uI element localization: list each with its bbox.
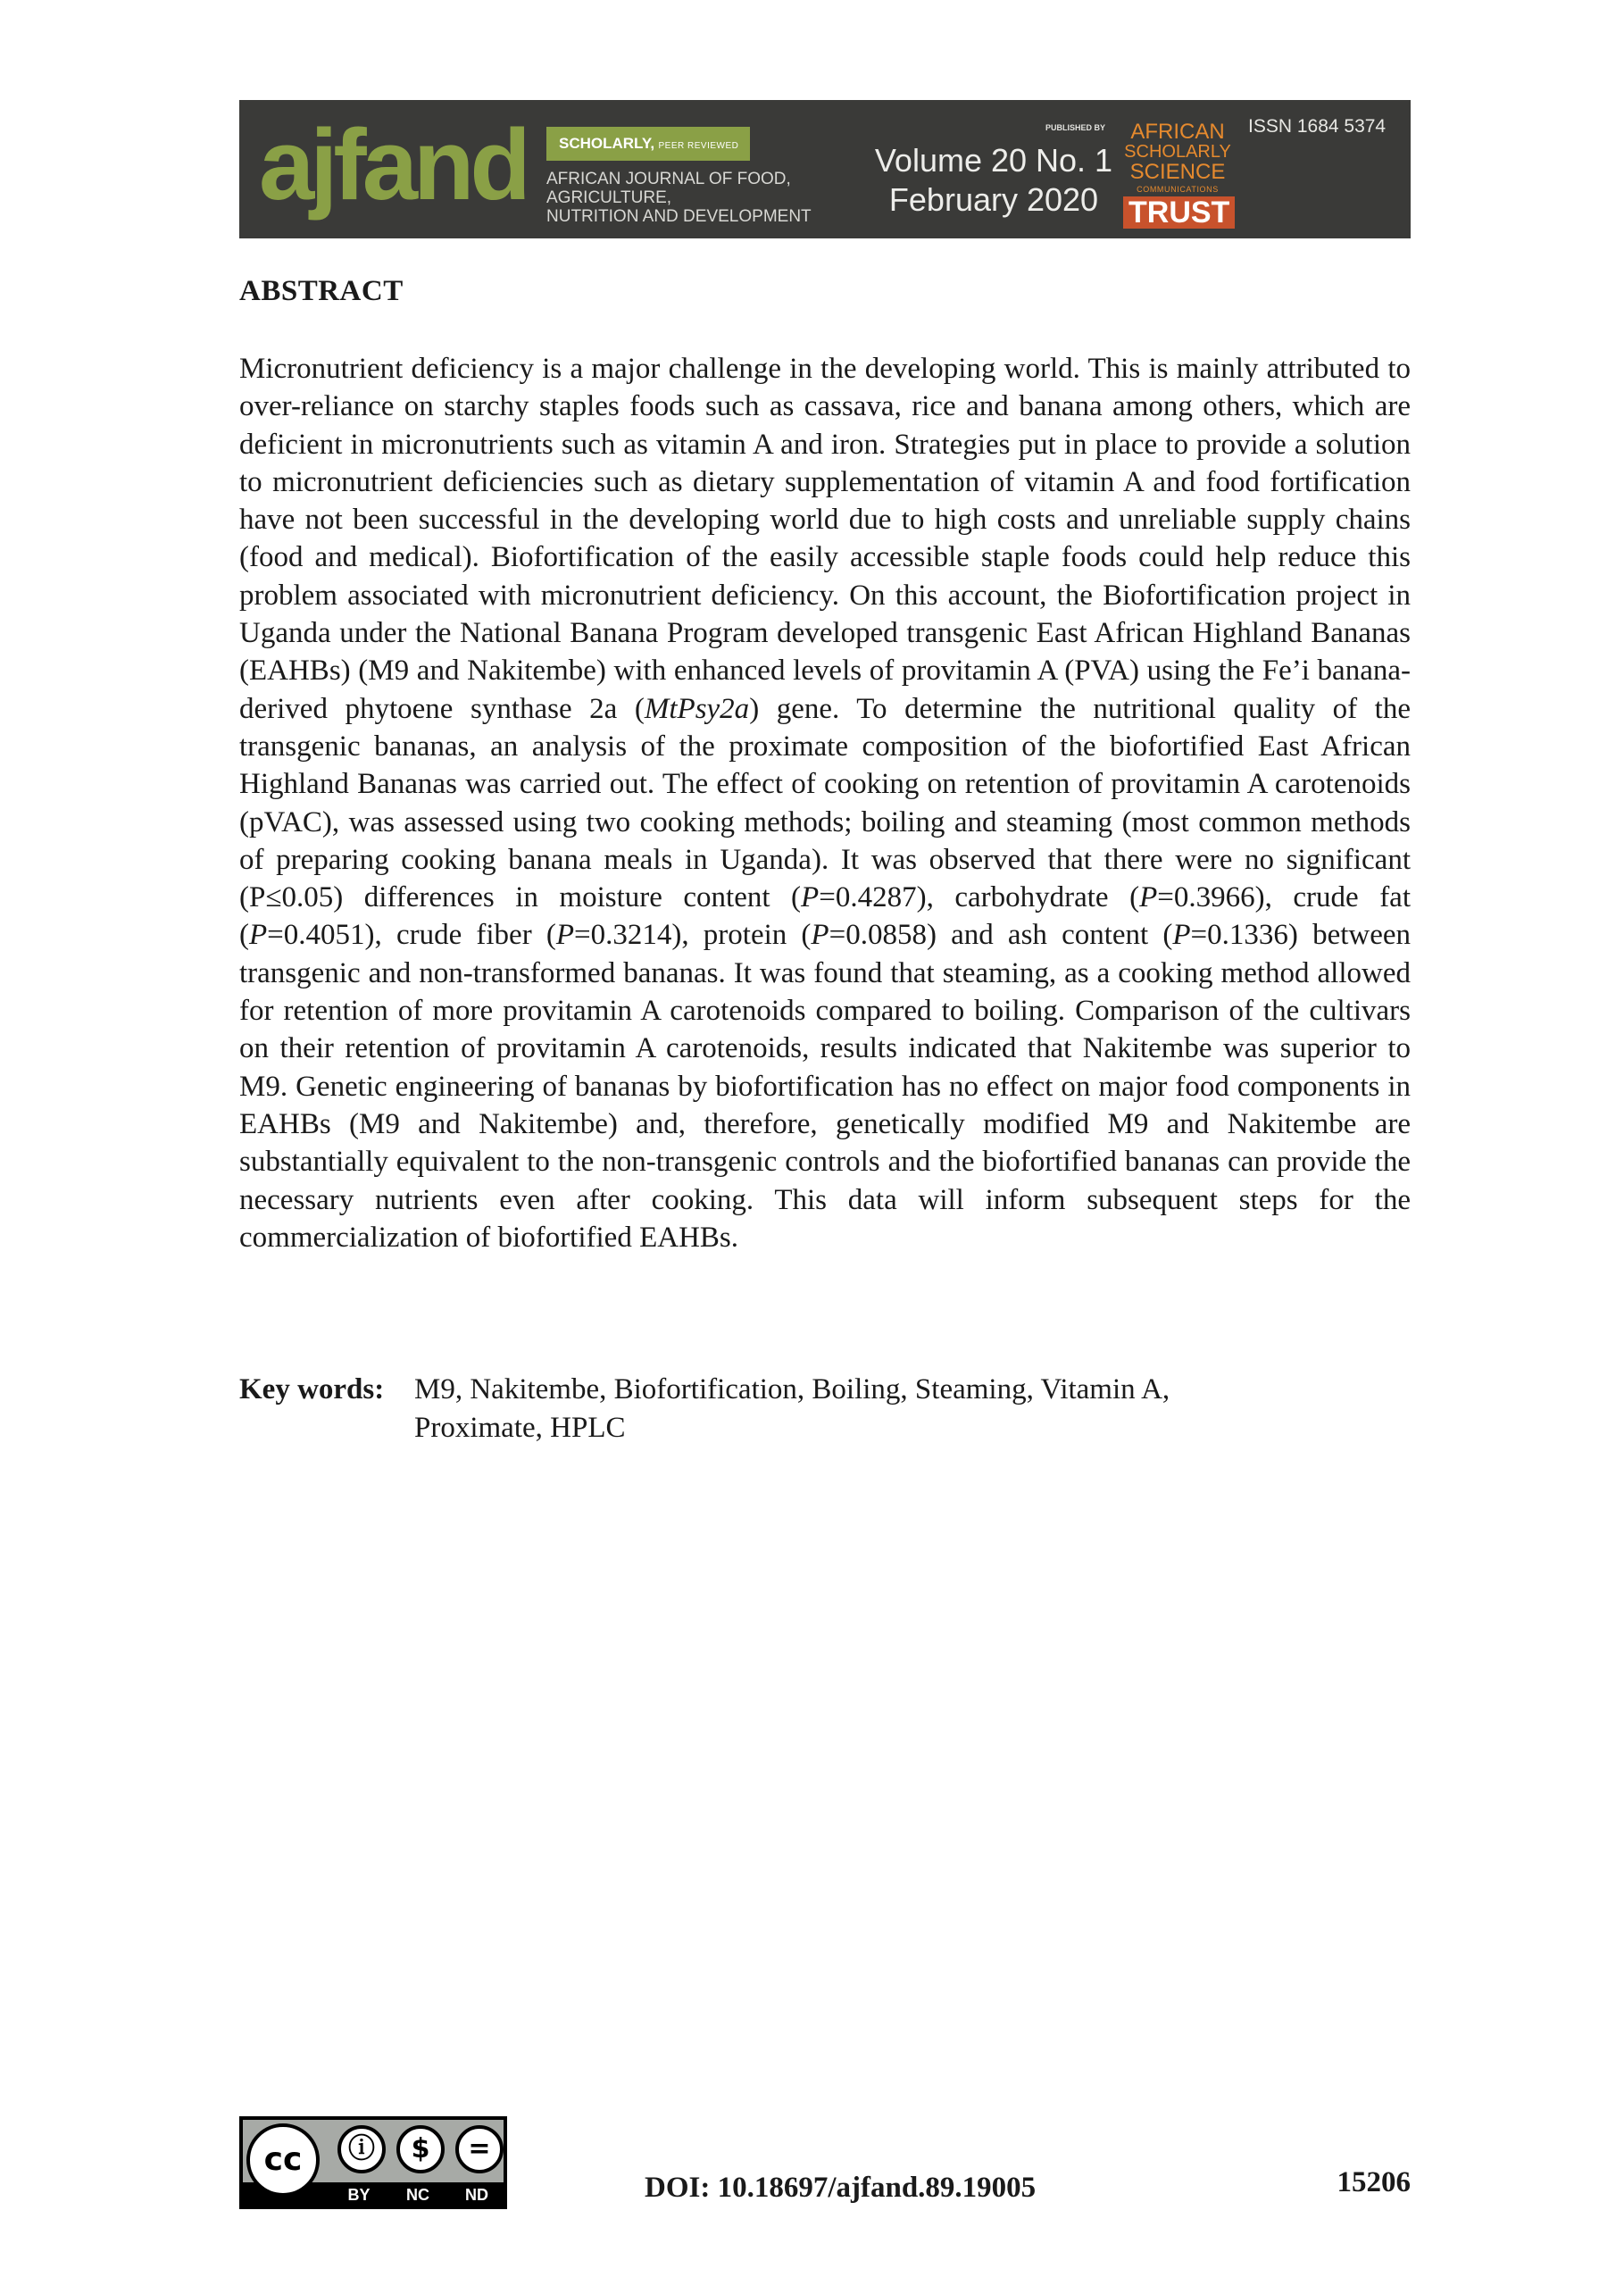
abstract-italic-text: P <box>811 919 829 952</box>
abstract-italic-text: P <box>1172 919 1191 952</box>
abstract-italic-text: P <box>249 919 268 952</box>
abstract-text-segment: =0.4287), carbohydrate ( <box>819 881 1140 914</box>
publisher-logo <box>1123 120 1232 229</box>
journal-name-line-2: NUTRITION AND DEVELOPMENT <box>546 207 812 226</box>
keywords-list: M9, Nakitembe, Biofortification, Boiling, Steaming, Vitamin A, Proximate, HPLC <box>414 1373 1170 1444</box>
keywords-label: Key words: <box>239 1373 385 1405</box>
noncommercial-icon: $ <box>396 2125 445 2173</box>
doi-link[interactable]: DOI: 10.18697/ajfand.89.19005 <box>645 2172 1037 2204</box>
page-number: 15206 <box>1337 2166 1411 2198</box>
abstract-body <box>239 350 1411 1256</box>
abstract-text-segment: =0.1336) between transgenic and non-transformed bananas. It was found that steaming, as a cooking method allowed for retention of more provitamin A carotenoids compared to boiling. Comparison of the cultivars on their retention of provitamin A carotenoids, results indicated that Nakitembe was superior to M9. Genetic engineering of bananas by biofortification has no effect on major food components in EAHBs (M9 and Nakitembe) and, therefore, genetically modified M9 and Nakitembe are substantially equivalent to the non-transgenic controls and the biofortified bananas can provide the necessary nutrients even after cooking. This data will inform subsequent steps for the commercialization of biofortified EAHBs. <box>239 919 1412 1254</box>
volume-number: Volume 20 No. 1 <box>874 142 1113 179</box>
abstract-text-segment: =0.3966), crude fat ( <box>239 881 1411 952</box>
abstract-text-segment: ) gene. To determine the nutritional quality of the transgenic bananas, an analysis of the proximate composition of the biofortified East African Highland Bananas was carried out. The effect of cooking on retention of provitamin A carotenoids (pVAC), was assessed using two cooking methods; boiling and steaming (most common methods of preparing cooking banana meals in Uganda). It was observed that there were no significant (P≤0.05) differences in moisture content ( <box>239 692 1411 914</box>
license-nd-label: ND <box>465 2186 488 2204</box>
journal-logo: ajfand <box>259 109 527 221</box>
publisher-line-2: SCHOLARLY <box>1124 142 1231 162</box>
noderivatives-icon: = <box>455 2125 504 2173</box>
publisher-line-4: COMMUNICATIONS <box>1137 185 1219 194</box>
abstract-text-segment: =0.4051), crude fiber ( <box>267 919 556 952</box>
journal-name-line-1: AFRICAN JOURNAL OF FOOD, AGRICULTURE, <box>546 170 791 207</box>
peer-reviewed-tag <box>546 127 750 161</box>
abstract-heading: ABSTRACT <box>239 275 404 307</box>
publisher-line-1: AFRICAN <box>1130 120 1225 144</box>
published-by-label: PUBLISHED BY <box>1045 123 1106 132</box>
attribution-icon: ⓘ <box>337 2125 386 2173</box>
abstract-italic-text: P <box>1139 881 1158 914</box>
license-terms <box>325 2184 507 2207</box>
abstract-italic-text: MtPsy2a <box>644 692 750 725</box>
creative-commons-badge[interactable] <box>239 2116 507 2209</box>
issn-number: ISSN 1684 5374 <box>1248 116 1387 137</box>
abstract-text-segment: =0.0858) and ash content ( <box>829 919 1173 952</box>
issue-info <box>864 141 1123 220</box>
tag-rest-text: PEER REVIEWED <box>658 141 739 151</box>
journal-full-name <box>546 170 886 226</box>
publisher-line-5: TRUST <box>1123 196 1235 229</box>
tag-strong-text: SCHOLARLY, <box>559 135 655 152</box>
abstract-text-segment: Micronutrient deficiency is a major challenge in the developing world. This is mainly attributed to over-reliance on starchy staples foods such as cassava, rice and banana among others, which are deficient in micronutrients such as vitamin A and iron. Strategies put in place to provide a solution to micronutrient deficiencies such as dietary supplementation of vitamin A and food fortification have not been successful in the developing world due to high costs and unreliable supply chains (food and medical). Biofortification of the easily accessible staple foods could help reduce this problem associated with micronutrient deficiency. On this account, the Biofortification project in Uganda under the National Banana Program developed transgenic East African Highland Bananas (EAHBs) (M9 and Nakitembe) with enhanced levels of provitamin A (PVA) using the Fe’i banana-derived phytoene synthase 2a ( <box>239 353 1411 725</box>
journal-masthead <box>239 100 1411 238</box>
license-by-label: BY <box>347 2186 371 2204</box>
abstract-text-segment: =0.3214), protein ( <box>574 919 812 952</box>
license-nc-label: NC <box>406 2186 429 2204</box>
publisher-line-3: SCIENCE <box>1129 160 1226 184</box>
abstract-italic-text: P <box>801 881 820 914</box>
cc-logo-icon: cc <box>246 2123 320 2197</box>
issue-date: February 2020 <box>888 181 1099 218</box>
abstract-italic-text: P <box>555 919 575 952</box>
